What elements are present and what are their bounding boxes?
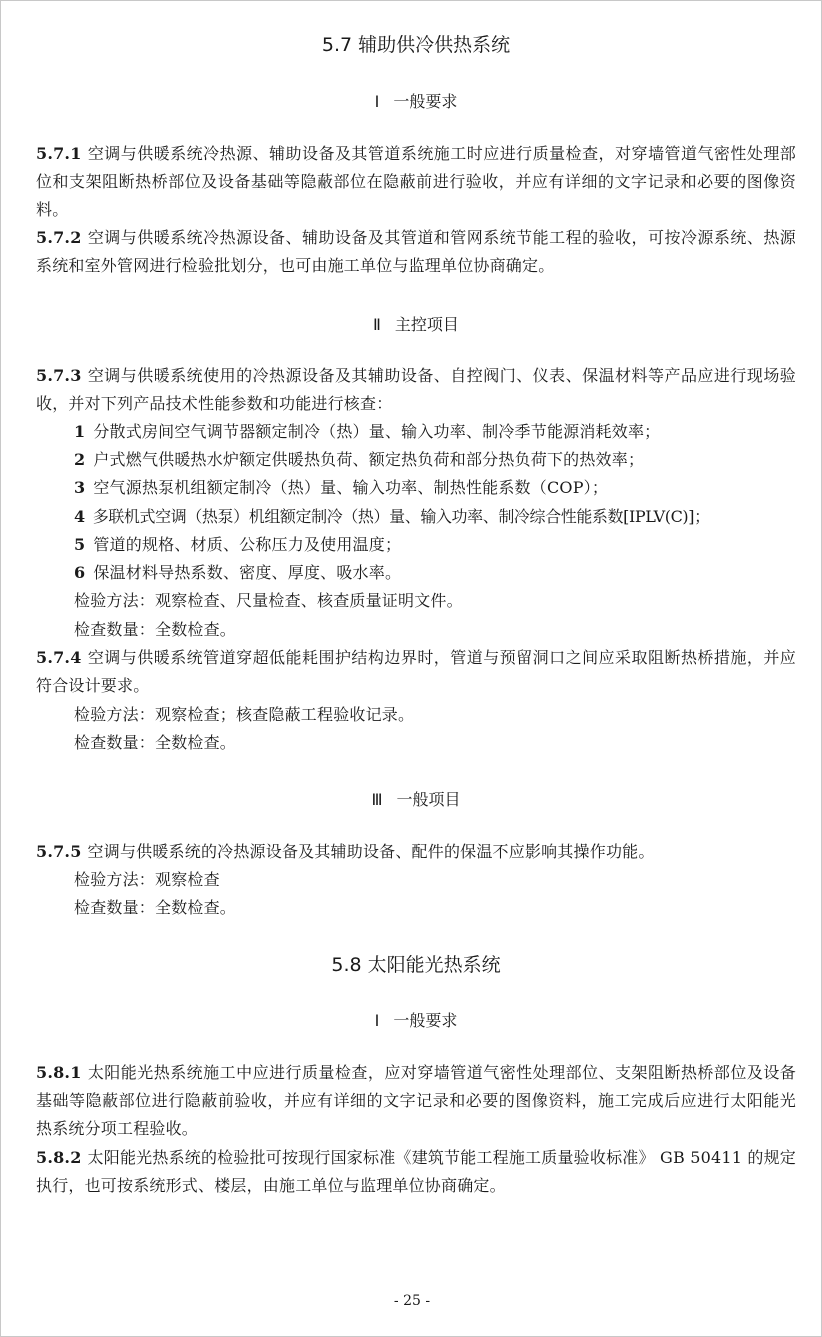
- subsection-label: 一般要求: [393, 92, 458, 111]
- clause-number: 5.7.5: [36, 842, 82, 861]
- section-5-7-title: 5.7 辅助供冷供热系统: [321, 34, 511, 56]
- inspection-method: 检验方法：观察检查、尺量检查、核查质量证明文件。: [74, 591, 463, 610]
- clause-text: 空调与供暖系统冷热源、辅助设备及其管道系统施工时应进行质量检查，对穿墙管道气密性处理部位和支架阻断热桥部位及设备基础等隐蔽部位在隐蔽前进行验收，并应有详细的文字记录和必要的图像资料。: [36, 144, 796, 219]
- list-item-number: 1: [74, 422, 86, 441]
- clause-number: 5.7.1: [36, 144, 82, 163]
- list-item-number: 5: [74, 535, 86, 554]
- clause-text: 空调与供暖系统冷热源设备、辅助设备及其管道和管网系统节能工程的验收，可按冷源系统、热源系统和室外管网进行检验批划分，也可由施工单位与监理单位协商确定。: [36, 228, 796, 275]
- clause-5-7-5: [36, 838, 796, 866]
- clause-text: 空调与供暖系统使用的冷热源设备及其辅助设备、自控阀门、仪表、保温材料等产品应进行现场验收，并对下列产品技术性能参数和功能进行核查：: [36, 366, 796, 413]
- subsection-general-requirements: [36, 1010, 796, 1032]
- clause-number: 5.7.4: [36, 648, 82, 667]
- subsection-label: 一般要求: [393, 1011, 458, 1030]
- clause-5-7-1: [36, 140, 796, 224]
- inspection-method: 检验方法：观察检查: [74, 870, 220, 889]
- clause-5-8-1: [36, 1059, 796, 1143]
- inspection-quantity: 检查数量：全数检查。: [74, 620, 237, 639]
- clause-text: 太阳能光热系统的检验批可按现行国家标准《建筑节能工程施工质量验收标准》 GB 50411 的规定执行，也可按系统形式、楼层，由施工单位与监理单位协商确定。: [36, 1148, 796, 1195]
- list-item: [74, 503, 796, 531]
- list-item: [74, 531, 796, 559]
- list-item: [74, 446, 796, 474]
- list-item: [74, 418, 796, 446]
- list-item-number: 3: [74, 478, 86, 497]
- list-item-text: 户式燃气供暖热水炉额定供暖热负荷、额定热负荷和部分热负荷下的热效率；: [93, 450, 645, 469]
- list-item-text: 保温材料导热系数、密度、厚度、吸水率。: [93, 563, 402, 582]
- list-item-text: 空气源热泵机组额定制冷（热）量、输入功率、制热性能系数（COP）；: [93, 478, 609, 497]
- clause-text: 空调与供暖系统的冷热源设备及其辅助设备、配件的保温不应影响其操作功能。: [87, 842, 655, 861]
- subsection-numeral: Ⅰ: [374, 92, 380, 111]
- clause-number: 5.8.2: [36, 1148, 82, 1167]
- inspection-quantity: 检查数量：全数检查。: [74, 898, 237, 917]
- page-number: - 25 -: [393, 1293, 431, 1309]
- list-item: [74, 474, 796, 502]
- inspection-method: 检验方法：观察检查；核查隐蔽工程验收记录。: [74, 705, 415, 724]
- subsection-general-requirements: [36, 91, 796, 113]
- clause-5-7-4: [36, 644, 796, 700]
- clause-number: 5.8.1: [36, 1063, 82, 1082]
- inspection-quantity: 检查数量：全数检查。: [74, 733, 237, 752]
- clause-text: 太阳能光热系统施工中应进行质量检查，应对穿墙管道气密性处理部位、支架阻断热桥部位及设备基础等隐蔽部位进行隐蔽前验收，并应有详细的文字记录和必要的图像资料，施工完成后应进行太阳能光热系统分项工程验收。: [36, 1063, 796, 1138]
- list-item: [74, 559, 796, 587]
- subsection-main-control-items: [36, 314, 796, 336]
- list-item-number: 2: [74, 450, 86, 469]
- clause-text: 空调与供暖系统管道穿超低能耗围护结构边界时，管道与预留洞口之间应采取阻断热桥措施，并应符合设计要求。: [36, 648, 796, 695]
- list-item-text: 管道的规格、材质、公称压力及使用温度；: [93, 535, 402, 554]
- list-item-text: 多联机式空调（热泵）机组额定制冷（热）量、输入功率、制冷综合性能系数[IPLV(C)]；: [92, 507, 710, 526]
- subsection-numeral: Ⅱ: [373, 315, 381, 334]
- list-item-number: 6: [74, 563, 86, 582]
- clause-number: 5.7.3: [36, 366, 82, 385]
- clause-5-7-3: [36, 362, 796, 418]
- list-item-number: 4: [74, 507, 85, 526]
- subsection-numeral: Ⅰ: [374, 1011, 380, 1030]
- subsection-numeral: Ⅲ: [371, 790, 383, 809]
- section-5-8-title: 5.8 太阳能光热系统: [331, 954, 501, 976]
- subsection-label: 一般项目: [396, 790, 461, 809]
- subsection-label: 主控项目: [394, 315, 459, 334]
- clause-5-8-2: [36, 1144, 796, 1200]
- subsection-general-items: [36, 789, 796, 811]
- list-item-text: 分散式房间空气调节器额定制冷（热）量、输入功率、制冷季节能源消耗效率；: [93, 422, 661, 441]
- clause-number: 5.7.2: [36, 228, 82, 247]
- clause-5-7-2: [36, 224, 796, 280]
